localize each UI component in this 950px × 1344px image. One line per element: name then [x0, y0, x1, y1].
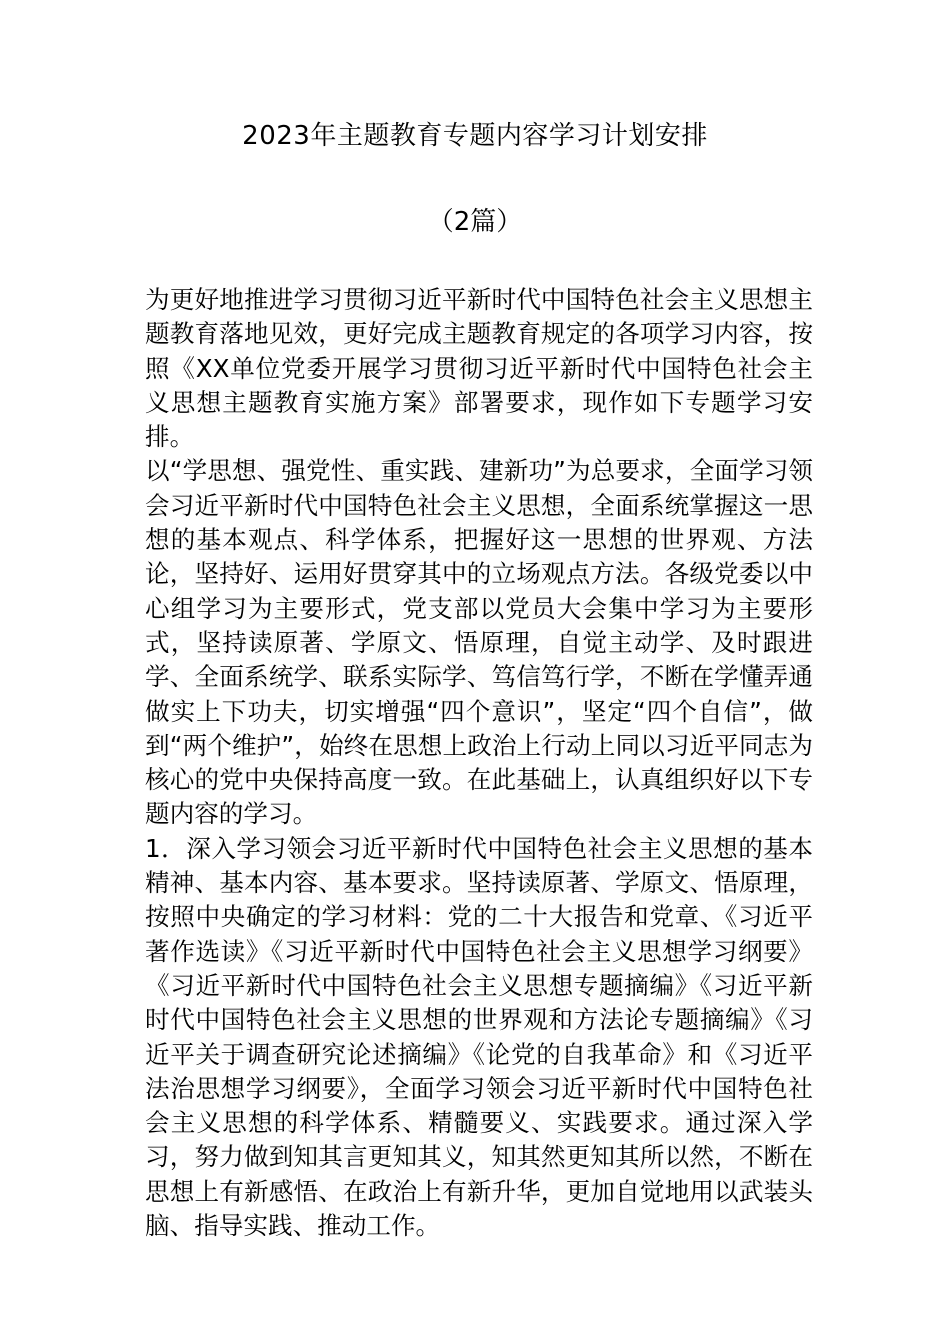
paragraph-requirements: 以“学思想、强党性、重实践、建新功”为总要求，全面学习领会习近平新时代中国特色社会主义思想，全面系统掌握这一思想的基本观点、科学体系，把握好这一思想的世界观、方法论，坚持好、运用好贯穿其中的立场观点方法。各级党委以中心组学习为主要形式，党支部以党员大会集中学习为主要形式，坚持读原著、学原文、悟原理，自觉主动学、及时跟进学、全面系统学、联系实际学、笃信笃行学，不断在学懂弄通做实上下功夫，切实增强“四个意识”，坚定“四个自信”，做到“两个维护”，始终在思想上政治上行动上同以习近平同志为核心的党中央保持高度一致。在此基础上，认真组织好以下专题内容的学习。 — [145, 456, 814, 829]
document-body — [145, 283, 813, 1243]
paragraph-intro: 为更好地推进学习贯彻习近平新时代中国特色社会主义思想主题教育落地见效，更好完成主题教育规定的各项学习内容，按照《XX单位党委开展学习贯彻习近平新时代中国特色社会主义思想主题教育实施方案》部署要求，现作如下专题学习安排。 — [145, 285, 813, 452]
document-title: 2023年主题教育专题内容学习计划安排 — [242, 121, 708, 151]
document-subtitle: （2篇） — [427, 207, 523, 237]
paragraph-item-1: 1．深入学习领会习近平新时代中国特色社会主义思想的基本精神、基本内容、基本要求。坚持读原著、学原文、悟原理，按照中央确定的学习材料：党的二十大报告和党章、《习近平著作选读》《习近平新时代中国特色社会主义思想学习纲要》《习近平新时代中国特色社会主义思想专题摘编》《习近平新时代中国特色社会主义思想的世界观和方法论专题摘编》《习近平关于调查研究论述摘编》《论党的自我革命》和《习近平法治思想学习纲要》，全面学习领会习近平新时代中国特色社会主义思想的科学体系、精髓要义、实践要求。通过深入学习，努力做到知其言更知其义，知其然更知其所以然，不断在思想上有新感悟、在政治上有新升华，更加自觉地用以武装头脑、指导实践、推动工作。 — [145, 833, 813, 1241]
